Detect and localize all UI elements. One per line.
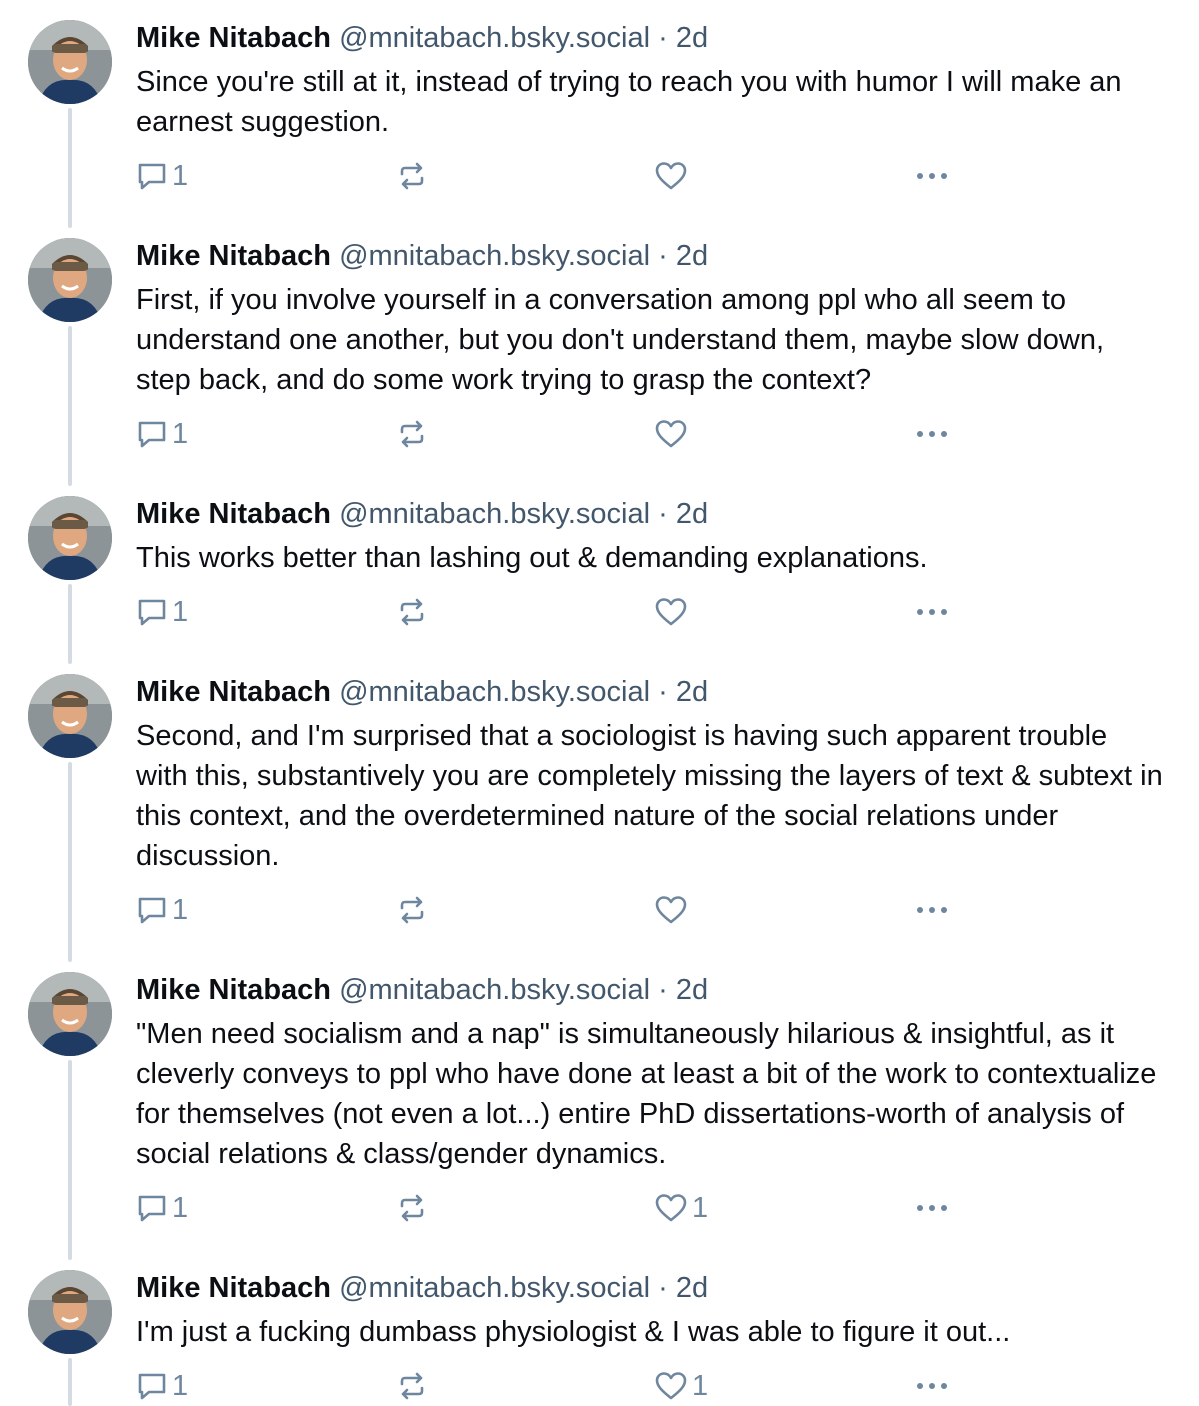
post-text: I'm just a fucking dumbass physiologist & I was able to figure it out... [136, 1316, 1011, 1348]
like-button[interactable] [654, 1366, 708, 1406]
reply-bubble-icon [136, 418, 168, 450]
separator: · [658, 22, 668, 54]
repost-button[interactable] [396, 414, 432, 454]
thread-connector [68, 108, 72, 228]
reply-button[interactable] [136, 1366, 188, 1406]
post-text: This works better than lashing out & demanding explanations. [136, 542, 928, 574]
reply-button[interactable] [136, 1188, 188, 1228]
repost-button[interactable] [396, 156, 432, 196]
repost-button[interactable] [396, 592, 432, 632]
heart-icon [654, 894, 688, 926]
reply-bubble-icon [136, 596, 168, 628]
reply-count: 1 [172, 595, 189, 628]
heart-icon [654, 1370, 688, 1402]
reply-bubble-icon [136, 894, 168, 926]
post-actions [136, 1188, 976, 1228]
more-options-button[interactable] [914, 414, 950, 454]
more-options-button[interactable] [914, 890, 950, 930]
like-button[interactable] [654, 890, 692, 930]
separator: · [658, 240, 668, 272]
post-header [136, 672, 708, 712]
more-options-button[interactable] [914, 1366, 950, 1406]
author-handle[interactable]: @mnitabach.bsky.social [339, 676, 651, 708]
post-actions [136, 414, 976, 454]
post-time[interactable]: 2d [675, 498, 709, 530]
avatar[interactable] [28, 20, 112, 104]
reply-count: 1 [172, 1369, 189, 1402]
separator: · [658, 498, 668, 530]
author-name[interactable]: Mike Nitabach [136, 22, 331, 54]
author-name[interactable]: Mike Nitabach [136, 240, 331, 272]
more-options-button[interactable] [914, 1188, 950, 1228]
post-header [136, 1268, 708, 1308]
reply-count: 1 [172, 1191, 189, 1224]
avatar[interactable] [28, 972, 112, 1056]
more-dots-icon [914, 596, 950, 628]
repost-icon [396, 1370, 428, 1402]
post-actions [136, 890, 976, 930]
reply-button[interactable] [136, 592, 188, 632]
like-button[interactable] [654, 592, 692, 632]
repost-button[interactable] [396, 1366, 432, 1406]
heart-icon [654, 160, 688, 192]
thread-connector [68, 326, 72, 486]
thread-connector [68, 762, 72, 962]
like-button[interactable] [654, 1188, 708, 1228]
post-time[interactable]: 2d [675, 1272, 709, 1304]
avatar[interactable] [28, 496, 112, 580]
reply-bubble-icon [136, 160, 168, 192]
heart-icon [654, 596, 688, 628]
avatar[interactable] [28, 674, 112, 758]
author-name[interactable]: Mike Nitabach [136, 974, 331, 1006]
like-count: 1 [692, 1369, 709, 1402]
reply-bubble-icon [136, 1192, 168, 1224]
reply-bubble-icon [136, 1370, 168, 1402]
post-header [136, 970, 708, 1010]
separator: · [658, 974, 668, 1006]
post-time[interactable]: 2d [675, 676, 709, 708]
thread-connector [68, 1358, 72, 1406]
more-dots-icon [914, 160, 950, 192]
like-count: 1 [692, 1191, 709, 1224]
more-dots-icon [914, 1192, 950, 1224]
post-text: First, if you involve yourself in a conversation among ppl who all seem to understand one another, but you don't understand them, maybe slow down, step back, and do some work trying to grasp the context? [136, 284, 1105, 396]
post-actions [136, 156, 976, 196]
reply-count: 1 [172, 893, 189, 926]
more-options-button[interactable] [914, 156, 950, 196]
post-actions [136, 1366, 976, 1406]
author-handle[interactable]: @mnitabach.bsky.social [339, 498, 651, 530]
post-text: Since you're still at it, instead of trying to reach you with humor I will make an earnest suggestion. [136, 66, 1122, 138]
post-time[interactable]: 2d [675, 22, 709, 54]
post-text: Second, and I'm surprised that a sociologist is having such apparent trouble with this, substantively you are completely missing the layers of text & subtext in this context, and the overdetermined nature of the social relations under discussion. [136, 720, 1163, 872]
more-dots-icon [914, 894, 950, 926]
more-dots-icon [914, 418, 950, 450]
thread-connector [68, 584, 72, 664]
reply-button[interactable] [136, 890, 188, 930]
author-handle[interactable]: @mnitabach.bsky.social [339, 240, 651, 272]
repost-button[interactable] [396, 890, 432, 930]
repost-icon [396, 596, 428, 628]
author-handle[interactable]: @mnitabach.bsky.social [339, 1272, 651, 1304]
separator: · [658, 1272, 668, 1304]
heart-icon [654, 418, 688, 450]
avatar[interactable] [28, 1270, 112, 1354]
reply-button[interactable] [136, 156, 188, 196]
post-actions [136, 592, 976, 632]
author-name[interactable]: Mike Nitabach [136, 1272, 331, 1304]
author-name[interactable]: Mike Nitabach [136, 498, 331, 530]
like-button[interactable] [654, 156, 692, 196]
reply-count: 1 [172, 159, 189, 192]
post-header [136, 236, 708, 276]
author-handle[interactable]: @mnitabach.bsky.social [339, 974, 651, 1006]
post-header [136, 18, 708, 58]
more-dots-icon [914, 1370, 950, 1402]
thread-connector [68, 1060, 72, 1260]
separator: · [658, 676, 668, 708]
repost-icon [396, 1192, 428, 1224]
post-text: "Men need socialism and a nap" is simultaneously hilarious & insightful, as it cleverly conveys to ppl who have done at least a bit of the work to contextualize for themselves (not even a lot...) entire PhD dissertations-worth of analysis of social relations & class/gender dynamics. [136, 1018, 1157, 1170]
like-button[interactable] [654, 414, 692, 454]
repost-icon [396, 160, 428, 192]
repost-icon [396, 418, 428, 450]
reply-count: 1 [172, 417, 189, 450]
author-handle[interactable]: @mnitabach.bsky.social [339, 22, 651, 54]
post-time[interactable]: 2d [675, 974, 709, 1006]
author-name[interactable]: Mike Nitabach [136, 676, 331, 708]
post-time[interactable]: 2d [675, 240, 709, 272]
repost-icon [396, 894, 428, 926]
avatar[interactable] [28, 238, 112, 322]
heart-icon [654, 1192, 688, 1224]
repost-button[interactable] [396, 1188, 432, 1228]
post-header [136, 494, 708, 534]
more-options-button[interactable] [914, 592, 950, 632]
reply-button[interactable] [136, 414, 188, 454]
